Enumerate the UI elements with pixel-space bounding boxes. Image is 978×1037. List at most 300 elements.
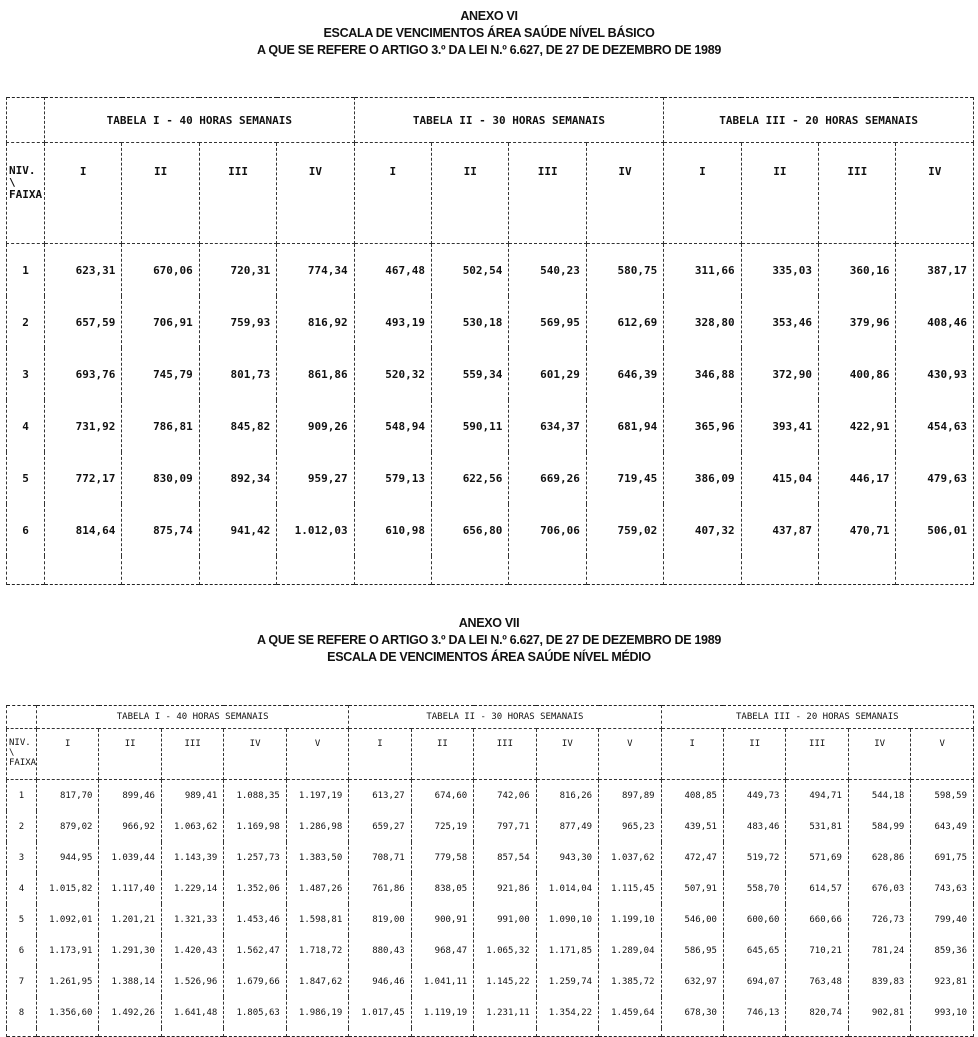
value-cell: 1.388,14 xyxy=(99,966,161,997)
value-cell: 816,26 xyxy=(536,780,598,812)
column-header: II xyxy=(432,143,509,244)
table-row xyxy=(7,348,974,400)
value-cell: 559,34 xyxy=(432,348,509,400)
value-cell: 598,59 xyxy=(911,780,974,812)
value-cell: 454,63 xyxy=(896,400,974,452)
niv-faixa-header xyxy=(7,143,45,244)
value-cell: 645,65 xyxy=(723,935,785,966)
value-cell: 1.041,11 xyxy=(411,966,473,997)
column-header: V xyxy=(286,729,348,780)
column-header-row xyxy=(7,729,974,780)
value-cell: 507,91 xyxy=(661,873,723,904)
column-header: I xyxy=(664,143,741,244)
value-cell: 470,71 xyxy=(819,504,896,556)
value-cell: 579,13 xyxy=(354,452,431,504)
value-cell: 1.986,19 xyxy=(286,997,348,1028)
value-cell: 1.526,96 xyxy=(161,966,223,997)
value-cell: 558,70 xyxy=(723,873,785,904)
value-cell: 1.259,74 xyxy=(536,966,598,997)
spacer-cell xyxy=(7,556,45,585)
value-cell: 759,93 xyxy=(199,296,276,348)
group-header: TABELA II - 30 HORAS SEMANAIS xyxy=(349,706,661,729)
table-spacer-row xyxy=(7,556,974,585)
spacer-cell xyxy=(349,1028,411,1037)
value-cell: 643,49 xyxy=(911,811,974,842)
value-cell: 710,21 xyxy=(786,935,848,966)
annex-vii-salary-table xyxy=(6,705,974,1037)
value-cell: 965,23 xyxy=(599,811,661,842)
value-cell: 590,11 xyxy=(432,400,509,452)
value-cell: 1.145,22 xyxy=(474,966,536,997)
value-cell: 1.257,73 xyxy=(224,842,286,873)
value-cell: 1.847,62 xyxy=(286,966,348,997)
value-cell: 720,31 xyxy=(199,244,276,297)
level-cell: 3 xyxy=(7,348,45,400)
value-cell: 761,86 xyxy=(349,873,411,904)
value-cell: 1.014,04 xyxy=(536,873,598,904)
table-row xyxy=(7,904,974,935)
niv-faixa-label: NIV. xyxy=(9,738,31,748)
value-cell: 946,46 xyxy=(349,966,411,997)
value-cell: 1.037,62 xyxy=(599,842,661,873)
value-cell: 781,24 xyxy=(848,935,910,966)
group-header: TABELA II - 30 HORAS SEMANAIS xyxy=(354,98,664,143)
spacer-cell xyxy=(786,1028,848,1037)
column-header: IV xyxy=(536,729,598,780)
value-cell: 706,91 xyxy=(122,296,199,348)
spacer-cell xyxy=(122,556,199,585)
value-cell: 353,46 xyxy=(741,296,818,348)
value-cell: 897,89 xyxy=(599,780,661,812)
column-header: IV xyxy=(848,729,910,780)
value-cell: 530,18 xyxy=(432,296,509,348)
value-cell: 745,79 xyxy=(122,348,199,400)
value-cell: 1.356,60 xyxy=(37,997,99,1028)
value-cell: 610,98 xyxy=(354,504,431,556)
value-cell: 1.286,98 xyxy=(286,811,348,842)
value-cell: 520,32 xyxy=(354,348,431,400)
value-cell: 1.383,50 xyxy=(286,842,348,873)
value-cell: 1.562,47 xyxy=(224,935,286,966)
value-cell: 857,54 xyxy=(474,842,536,873)
value-cell: 1.173,91 xyxy=(37,935,99,966)
level-cell: 5 xyxy=(7,452,45,504)
value-cell: 1.352,06 xyxy=(224,873,286,904)
column-header-row xyxy=(7,143,974,244)
value-cell: 430,93 xyxy=(896,348,974,400)
value-cell: 506,01 xyxy=(896,504,974,556)
value-cell: 786,81 xyxy=(122,400,199,452)
value-cell: 693,76 xyxy=(45,348,122,400)
value-cell: 446,17 xyxy=(819,452,896,504)
column-header: I xyxy=(37,729,99,780)
table-row xyxy=(7,780,974,812)
value-cell: 1.092,01 xyxy=(37,904,99,935)
spacer-cell xyxy=(586,556,663,585)
level-cell: 7 xyxy=(7,966,37,997)
table-row xyxy=(7,452,974,504)
value-cell: 678,30 xyxy=(661,997,723,1028)
value-cell: 814,64 xyxy=(45,504,122,556)
value-cell: 1.598,81 xyxy=(286,904,348,935)
spacer-cell xyxy=(277,556,354,585)
blank-cell xyxy=(7,706,37,729)
column-header: III xyxy=(819,143,896,244)
value-cell: 838,05 xyxy=(411,873,473,904)
spacer-cell xyxy=(224,1028,286,1037)
value-cell: 941,42 xyxy=(199,504,276,556)
value-cell: 646,39 xyxy=(586,348,663,400)
value-cell: 571,69 xyxy=(786,842,848,873)
value-cell: 1.169,98 xyxy=(224,811,286,842)
value-cell: 1.354,22 xyxy=(536,997,598,1028)
group-header-row xyxy=(7,706,974,729)
value-cell: 449,73 xyxy=(723,780,785,812)
value-cell: 400,86 xyxy=(819,348,896,400)
value-cell: 660,66 xyxy=(786,904,848,935)
value-cell: 763,48 xyxy=(786,966,848,997)
value-cell: 622,56 xyxy=(432,452,509,504)
value-cell: 861,86 xyxy=(277,348,354,400)
column-header: II xyxy=(122,143,199,244)
value-cell: 408,85 xyxy=(661,780,723,812)
value-cell: 830,09 xyxy=(122,452,199,504)
value-cell: 1.459,64 xyxy=(599,997,661,1028)
spacer-cell xyxy=(37,1028,99,1037)
group-header: TABELA I - 40 HORAS SEMANAIS xyxy=(37,706,349,729)
spacer-cell xyxy=(661,1028,723,1037)
value-cell: 1.090,10 xyxy=(536,904,598,935)
annex-vii-heading: ANEXO VII xyxy=(458,616,520,630)
column-header: III xyxy=(509,143,586,244)
value-cell: 584,99 xyxy=(848,811,910,842)
value-cell: 1.197,19 xyxy=(286,780,348,812)
table-row xyxy=(7,997,974,1028)
value-cell: 1.117,40 xyxy=(99,873,161,904)
value-cell: 632,97 xyxy=(661,966,723,997)
value-cell: 1.291,30 xyxy=(99,935,161,966)
value-cell: 365,96 xyxy=(664,400,741,452)
column-header: V xyxy=(911,729,974,780)
spacer-cell xyxy=(286,1028,348,1037)
annex-vii-subtitle-1: A QUE SE REFERE O ARTIGO 3.º DA LEI N.º 6.627, DE 27 DE DEZEMBRO DE 1989 xyxy=(256,633,722,647)
value-cell: 346,88 xyxy=(664,348,741,400)
value-cell: 1.492,26 xyxy=(99,997,161,1028)
spacer-cell xyxy=(474,1028,536,1037)
level-cell: 3 xyxy=(7,842,37,873)
value-cell: 1.289,04 xyxy=(599,935,661,966)
column-header: II xyxy=(723,729,785,780)
value-cell: 328,80 xyxy=(664,296,741,348)
table-row xyxy=(7,504,974,556)
value-cell: 569,95 xyxy=(509,296,586,348)
value-cell: 1.718,72 xyxy=(286,935,348,966)
table-row xyxy=(7,244,974,297)
value-cell: 656,80 xyxy=(432,504,509,556)
column-header: IV xyxy=(586,143,663,244)
group-header: TABELA III - 20 HORAS SEMANAIS xyxy=(661,706,973,729)
table-row xyxy=(7,296,974,348)
value-cell: 1.679,66 xyxy=(224,966,286,997)
value-cell: 531,81 xyxy=(786,811,848,842)
annex-vi-heading: ANEXO VI xyxy=(460,9,518,23)
value-cell: 479,63 xyxy=(896,452,974,504)
value-cell: 422,91 xyxy=(819,400,896,452)
spacer-cell xyxy=(819,556,896,585)
spacer-cell xyxy=(848,1028,910,1037)
value-cell: 659,27 xyxy=(349,811,411,842)
value-cell: 600,60 xyxy=(723,904,785,935)
value-cell: 544,18 xyxy=(848,780,910,812)
value-cell: 612,69 xyxy=(586,296,663,348)
column-header: III xyxy=(199,143,276,244)
value-cell: 493,19 xyxy=(354,296,431,348)
column-header: I xyxy=(661,729,723,780)
value-cell: 437,87 xyxy=(741,504,818,556)
value-cell: 1.420,43 xyxy=(161,935,223,966)
value-cell: 1.453,46 xyxy=(224,904,286,935)
value-cell: 580,75 xyxy=(586,244,663,297)
spacer-cell xyxy=(161,1028,223,1037)
value-cell: 386,09 xyxy=(664,452,741,504)
value-cell: 1.487,26 xyxy=(286,873,348,904)
value-cell: 1.385,72 xyxy=(599,966,661,997)
column-header: II xyxy=(741,143,818,244)
value-cell: 540,23 xyxy=(509,244,586,297)
value-cell: 706,06 xyxy=(509,504,586,556)
value-cell: 989,41 xyxy=(161,780,223,812)
spacer-cell xyxy=(432,556,509,585)
value-cell: 335,03 xyxy=(741,244,818,297)
niv-faixa-label: \ xyxy=(9,747,15,758)
value-cell: 731,92 xyxy=(45,400,122,452)
table-row xyxy=(7,935,974,966)
value-cell: 875,74 xyxy=(122,504,199,556)
value-cell: 502,54 xyxy=(432,244,509,297)
value-cell: 1.012,03 xyxy=(277,504,354,556)
value-cell: 372,90 xyxy=(741,348,818,400)
value-cell: 472,47 xyxy=(661,842,723,873)
value-cell: 1.119,19 xyxy=(411,997,473,1028)
spacer-cell xyxy=(664,556,741,585)
value-cell: 899,46 xyxy=(99,780,161,812)
value-cell: 725,19 xyxy=(411,811,473,842)
value-cell: 674,60 xyxy=(411,780,473,812)
value-cell: 387,17 xyxy=(896,244,974,297)
value-cell: 1.015,82 xyxy=(37,873,99,904)
value-cell: 681,94 xyxy=(586,400,663,452)
value-cell: 393,41 xyxy=(741,400,818,452)
group-header: TABELA III - 20 HORAS SEMANAIS xyxy=(664,98,974,143)
value-cell: 892,34 xyxy=(199,452,276,504)
table-row xyxy=(7,842,974,873)
table-row xyxy=(7,966,974,997)
annex-vii-subtitle-2: ESCALA DE VENCIMENTOS ÁREA SAÚDE NÍVEL MÉDIO xyxy=(327,650,651,664)
level-cell: 6 xyxy=(7,935,37,966)
value-cell: 614,57 xyxy=(786,873,848,904)
table-row xyxy=(7,811,974,842)
level-cell: 6 xyxy=(7,504,45,556)
niv-faixa-label: \ xyxy=(9,176,16,190)
spacer-cell xyxy=(45,556,122,585)
value-cell: 708,71 xyxy=(349,842,411,873)
annex-vi-subtitle-1: ESCALA DE VENCIMENTOS ÁREA SAÚDE NÍVEL BÁSICO xyxy=(323,26,655,40)
value-cell: 676,03 xyxy=(848,873,910,904)
level-cell: 5 xyxy=(7,904,37,935)
value-cell: 1.143,39 xyxy=(161,842,223,873)
group-header-row xyxy=(7,98,974,143)
niv-faixa-header xyxy=(7,729,37,780)
annex-vi-subtitle-2: A QUE SE REFERE O ARTIGO 3.º DA LEI N.º 6.627, DE 27 DE DEZEMBRO DE 1989 xyxy=(256,43,722,57)
value-cell: 877,49 xyxy=(536,811,598,842)
level-cell: 4 xyxy=(7,873,37,904)
value-cell: 759,02 xyxy=(586,504,663,556)
value-cell: 819,00 xyxy=(349,904,411,935)
value-cell: 816,92 xyxy=(277,296,354,348)
spacer-cell xyxy=(896,556,974,585)
level-cell: 2 xyxy=(7,811,37,842)
column-header: I xyxy=(354,143,431,244)
level-cell: 1 xyxy=(7,244,45,297)
blank-cell xyxy=(7,98,45,143)
value-cell: 799,40 xyxy=(911,904,974,935)
value-cell: 797,71 xyxy=(474,811,536,842)
column-header: III xyxy=(161,729,223,780)
level-cell: 8 xyxy=(7,997,37,1028)
value-cell: 820,74 xyxy=(786,997,848,1028)
value-cell: 1.017,45 xyxy=(349,997,411,1028)
value-cell: 379,96 xyxy=(819,296,896,348)
table-row xyxy=(7,400,974,452)
niv-faixa-label: FAIXA xyxy=(9,757,37,768)
value-cell: 991,00 xyxy=(474,904,536,935)
spacer-cell xyxy=(536,1028,598,1037)
value-cell: 601,29 xyxy=(509,348,586,400)
column-header: IV xyxy=(896,143,974,244)
value-cell: 1.229,14 xyxy=(161,873,223,904)
spacer-cell xyxy=(911,1028,974,1037)
value-cell: 494,71 xyxy=(786,780,848,812)
value-cell: 845,82 xyxy=(199,400,276,452)
value-cell: 1.088,35 xyxy=(224,780,286,812)
spacer-cell xyxy=(99,1028,161,1037)
spacer-cell xyxy=(741,556,818,585)
value-cell: 1.805,63 xyxy=(224,997,286,1028)
value-cell: 909,26 xyxy=(277,400,354,452)
value-cell: 586,95 xyxy=(661,935,723,966)
value-cell: 407,32 xyxy=(664,504,741,556)
spacer-cell xyxy=(7,1028,37,1037)
value-cell: 772,17 xyxy=(45,452,122,504)
column-header: I xyxy=(349,729,411,780)
spacer-cell xyxy=(354,556,431,585)
level-cell: 4 xyxy=(7,400,45,452)
value-cell: 817,70 xyxy=(37,780,99,812)
value-cell: 880,43 xyxy=(349,935,411,966)
value-cell: 311,66 xyxy=(664,244,741,297)
level-cell: 2 xyxy=(7,296,45,348)
column-header: III xyxy=(474,729,536,780)
value-cell: 360,16 xyxy=(819,244,896,297)
value-cell: 613,27 xyxy=(349,780,411,812)
table-spacer-row xyxy=(7,1028,974,1037)
column-header: IV xyxy=(277,143,354,244)
value-cell: 923,81 xyxy=(911,966,974,997)
spacer-cell xyxy=(599,1028,661,1037)
table-row xyxy=(7,873,974,904)
spacer-cell xyxy=(199,556,276,585)
value-cell: 900,91 xyxy=(411,904,473,935)
column-header: V xyxy=(599,729,661,780)
spacer-cell xyxy=(411,1028,473,1037)
annex-vi-salary-table xyxy=(6,97,974,585)
column-header: II xyxy=(411,729,473,780)
value-cell: 691,75 xyxy=(911,842,974,873)
value-cell: 1.039,44 xyxy=(99,842,161,873)
value-cell: 483,46 xyxy=(723,811,785,842)
value-cell: 1.115,45 xyxy=(599,873,661,904)
value-cell: 742,06 xyxy=(474,780,536,812)
value-cell: 879,02 xyxy=(37,811,99,842)
value-cell: 1.641,48 xyxy=(161,997,223,1028)
value-cell: 519,72 xyxy=(723,842,785,873)
value-cell: 726,73 xyxy=(848,904,910,935)
column-header: IV xyxy=(224,729,286,780)
value-cell: 628,86 xyxy=(848,842,910,873)
value-cell: 1.321,33 xyxy=(161,904,223,935)
value-cell: 439,51 xyxy=(661,811,723,842)
value-cell: 746,13 xyxy=(723,997,785,1028)
value-cell: 968,47 xyxy=(411,935,473,966)
value-cell: 944,95 xyxy=(37,842,99,873)
value-cell: 801,73 xyxy=(199,348,276,400)
spacer-cell xyxy=(509,556,586,585)
column-header: III xyxy=(786,729,848,780)
column-header: II xyxy=(99,729,161,780)
value-cell: 966,92 xyxy=(99,811,161,842)
value-cell: 839,83 xyxy=(848,966,910,997)
value-cell: 859,36 xyxy=(911,935,974,966)
value-cell: 1.201,21 xyxy=(99,904,161,935)
value-cell: 1.261,95 xyxy=(37,966,99,997)
value-cell: 774,34 xyxy=(277,244,354,297)
value-cell: 669,26 xyxy=(509,452,586,504)
niv-faixa-label: NIV. xyxy=(9,164,36,177)
value-cell: 408,46 xyxy=(896,296,974,348)
value-cell: 1.199,10 xyxy=(599,904,661,935)
spacer-cell xyxy=(723,1028,785,1037)
value-cell: 467,48 xyxy=(354,244,431,297)
value-cell: 546,00 xyxy=(661,904,723,935)
annex-vi-title xyxy=(0,8,978,59)
value-cell: 670,06 xyxy=(122,244,199,297)
column-header: I xyxy=(45,143,122,244)
group-header: TABELA I - 40 HORAS SEMANAIS xyxy=(45,98,355,143)
value-cell: 943,30 xyxy=(536,842,598,873)
value-cell: 634,37 xyxy=(509,400,586,452)
value-cell: 415,04 xyxy=(741,452,818,504)
value-cell: 1.231,11 xyxy=(474,997,536,1028)
value-cell: 959,27 xyxy=(277,452,354,504)
value-cell: 743,63 xyxy=(911,873,974,904)
value-cell: 719,45 xyxy=(586,452,663,504)
value-cell: 993,10 xyxy=(911,997,974,1028)
value-cell: 779,58 xyxy=(411,842,473,873)
value-cell: 657,59 xyxy=(45,296,122,348)
value-cell: 623,31 xyxy=(45,244,122,297)
value-cell: 1.065,32 xyxy=(474,935,536,966)
value-cell: 1.063,62 xyxy=(161,811,223,842)
